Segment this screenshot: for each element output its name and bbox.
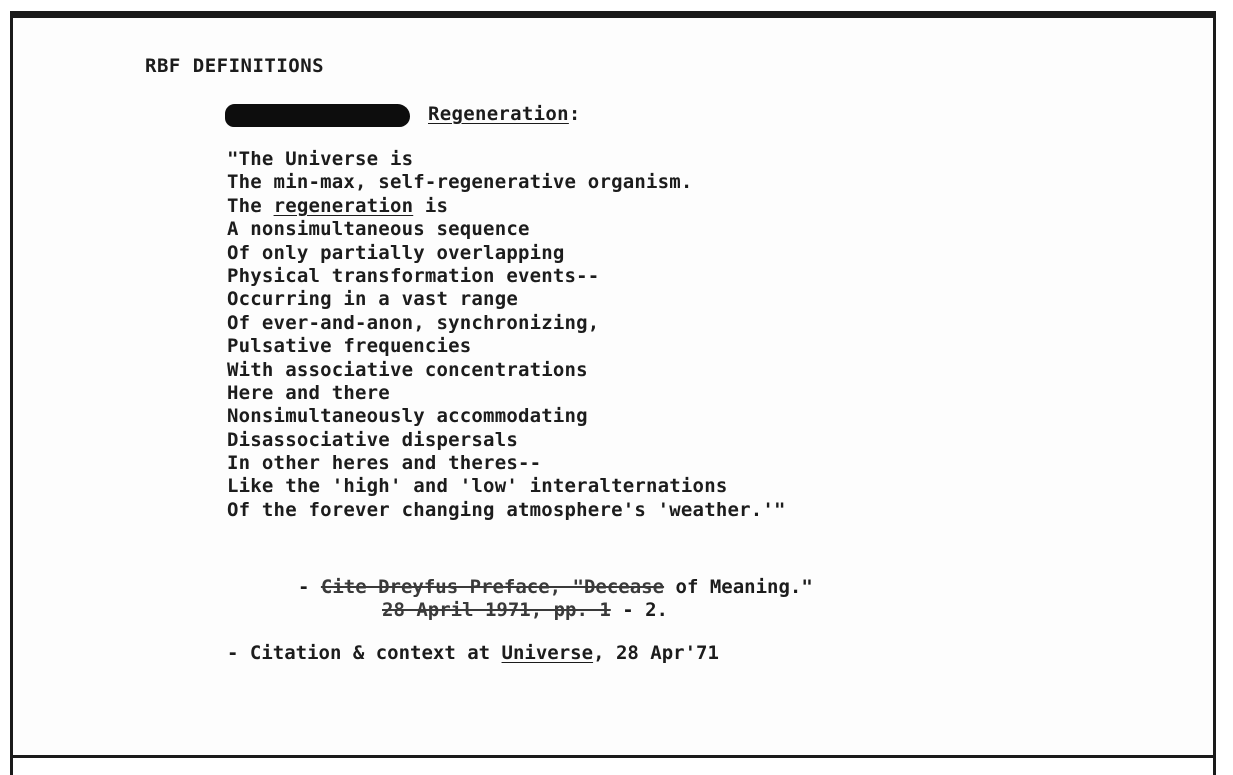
struck-citation-tail: of Meaning." — [664, 576, 813, 598]
quote-block — [227, 148, 786, 522]
citation-context — [227, 642, 719, 664]
redaction-bar — [225, 104, 410, 127]
citation-context-prefix: - Citation & context at — [227, 642, 502, 664]
quote-line — [227, 265, 786, 288]
entry-term-label: Regeneration — [428, 103, 569, 125]
struck-citation-dash: - — [298, 576, 321, 598]
quote-line — [227, 475, 786, 498]
quote-line — [227, 242, 786, 265]
quote-line — [227, 499, 786, 522]
quote-line-text: A nonsimultaneous sequence — [227, 218, 530, 241]
quote-line-text: Physical transformation events-- — [227, 264, 600, 287]
quote-line — [227, 171, 786, 194]
quote-line — [227, 429, 786, 452]
quote-line — [227, 288, 786, 311]
quote-line-tail: is — [413, 194, 449, 217]
quote-line-text: Here and there — [227, 381, 390, 404]
quote-line — [227, 359, 786, 382]
quote-line-text: Pulsative frequencies — [227, 335, 472, 358]
quote-line-text: Nonsimultaneously accommodating — [227, 405, 588, 428]
struck-date-text: 28 April 1971, pp. 1 — [382, 599, 611, 621]
struck-citation-text: Cite Dreyfus Preface, "Decease — [320, 576, 665, 598]
quote-line-text: "The Universe is — [227, 148, 414, 170]
quote-line-text: Of only partially overlapping — [227, 241, 565, 264]
quote-line — [227, 312, 786, 335]
quote-line — [227, 218, 786, 241]
quote-line — [227, 195, 786, 218]
quote-line-text: Of ever-and-anon, synchronizing, — [227, 311, 600, 334]
quote-line — [227, 452, 786, 475]
quote-underlined-word: regeneration — [273, 194, 414, 217]
quote-line — [227, 405, 786, 428]
page-title: RBF DEFINITIONS — [145, 55, 325, 77]
struck-citation-date — [382, 599, 668, 621]
quote-line-text: With associative concentrations — [227, 358, 588, 381]
quote-line-text: The — [227, 194, 274, 217]
citation-context-suffix: , 28 Apr'71 — [593, 642, 719, 664]
card-left-edge — [10, 758, 13, 775]
quote-line-text: Disassociative dispersals — [227, 428, 518, 451]
quote-line — [227, 382, 786, 405]
struck-citation — [298, 576, 813, 598]
quote-line — [227, 148, 786, 171]
card-right-edge — [1213, 758, 1216, 775]
quote-line-text: Occurring in a vast range — [227, 288, 518, 311]
quote-line — [227, 335, 786, 358]
struck-date-tail: - 2. — [610, 599, 668, 621]
entry-term-suffix: : — [568, 103, 581, 125]
universe-link[interactable]: Universe — [501, 642, 594, 664]
quote-line-text: Of the forever changing atmosphere's 'weather.'" — [227, 498, 786, 521]
entry-term — [428, 103, 581, 125]
quote-line-text: Like the 'high' and 'low' interalternations — [227, 475, 728, 498]
quote-line-text: In other heres and theres-- — [227, 452, 542, 475]
quote-line-text: The min-max, self-regenerative organism. — [227, 171, 693, 194]
